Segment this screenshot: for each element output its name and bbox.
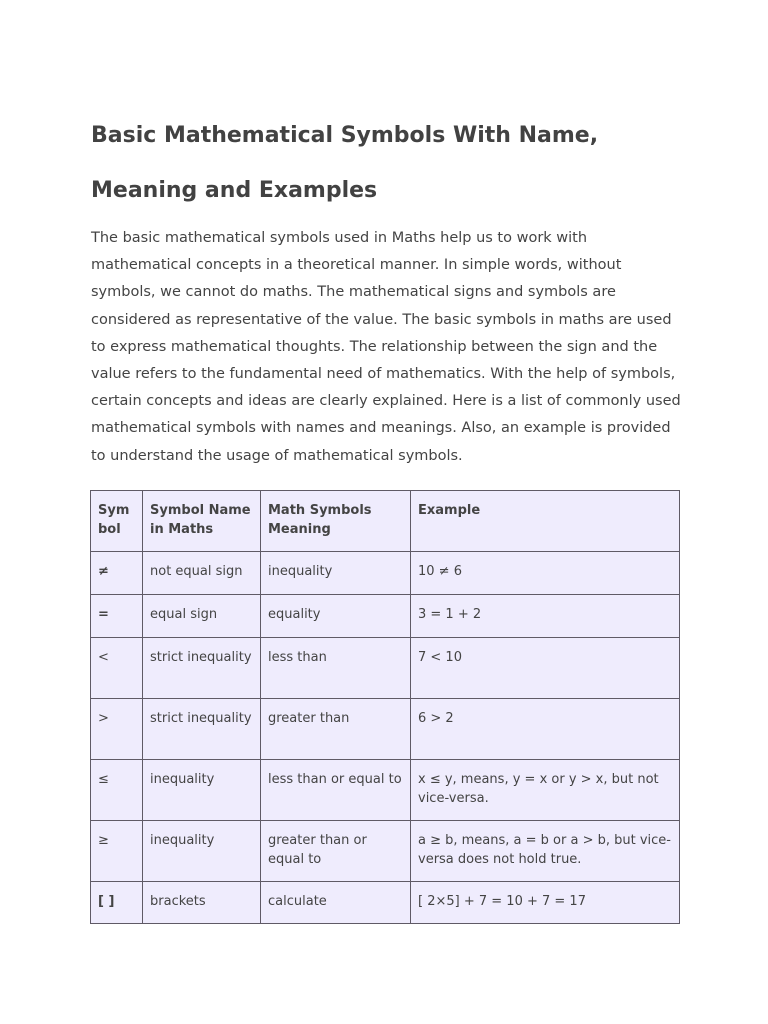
cell-name: strict inequality bbox=[143, 699, 261, 760]
cell-symbol: > bbox=[91, 699, 143, 760]
cell-symbol: < bbox=[91, 638, 143, 699]
cell-name: strict inequality bbox=[143, 638, 261, 699]
cell-example: x ≤ y, means, y = x or y > x, but not vice-versa. bbox=[411, 760, 680, 821]
cell-example: 10 ≠ 6 bbox=[411, 552, 680, 595]
cell-symbol: [ ] bbox=[91, 882, 143, 924]
cell-symbol: ≤ bbox=[91, 760, 143, 821]
cell-name: brackets bbox=[143, 882, 261, 924]
cell-example: [ 2×5] + 7 = 10 + 7 = 17 bbox=[411, 882, 680, 924]
table-row bbox=[91, 882, 680, 924]
table-header-row bbox=[91, 491, 680, 552]
page-title-line-2: Meaning and Examples bbox=[91, 178, 378, 203]
header-symbol: Sym bol bbox=[91, 491, 143, 552]
cell-meaning: less than bbox=[261, 638, 411, 699]
header-example: Example bbox=[411, 491, 680, 552]
table-row bbox=[91, 595, 680, 638]
cell-meaning: calculate bbox=[261, 882, 411, 924]
table-row bbox=[91, 821, 680, 882]
cell-meaning: equality bbox=[261, 595, 411, 638]
cell-example: 6 > 2 bbox=[411, 699, 680, 760]
table-row bbox=[91, 552, 680, 595]
cell-symbol: ≥ bbox=[91, 821, 143, 882]
cell-example: 3 = 1 + 2 bbox=[411, 595, 680, 638]
cell-meaning: greater than bbox=[261, 699, 411, 760]
table-row bbox=[91, 638, 680, 699]
page-title-line-1: Basic Mathematical Symbols With Name, bbox=[91, 123, 599, 148]
cell-example: a ≥ b, means, a = b or a > b, but vice-versa does not hold true. bbox=[411, 821, 680, 882]
page-title bbox=[91, 108, 691, 218]
cell-name: inequality bbox=[143, 821, 261, 882]
table-row bbox=[91, 760, 680, 821]
cell-symbol: = bbox=[91, 595, 143, 638]
cell-name: equal sign bbox=[143, 595, 261, 638]
math-symbols-table bbox=[90, 490, 680, 924]
header-symbol-name: Symbol Name in Maths bbox=[143, 491, 261, 552]
cell-name: not equal sign bbox=[143, 552, 261, 595]
cell-name: inequality bbox=[143, 760, 261, 821]
cell-meaning: greater than or equal to bbox=[261, 821, 411, 882]
cell-meaning: inequality bbox=[261, 552, 411, 595]
table-row bbox=[91, 699, 680, 760]
intro-paragraph: The basic mathematical symbols used in Maths help us to work with mathematical concepts in a theoretical manner. In simple words, without symbols, we cannot do maths. The mathematical signs and symbols are considered as representative of the value. The basic symbols in maths are used to express mathematical thoughts. The relationship between the sign and the value refers to the fundamental need of mathematics. With the help of symbols, certain concepts and ideas are clearly explained. Here is a list of commonly used mathematical symbols with names and meanings. Also, an example is provided to understand the usage of mathematical symbols. bbox=[91, 230, 681, 464]
cell-symbol: ≠ bbox=[91, 552, 143, 595]
cell-meaning: less than or equal to bbox=[261, 760, 411, 821]
header-meaning: Math Symbols Meaning bbox=[261, 491, 411, 552]
cell-example: 7 < 10 bbox=[411, 638, 680, 699]
